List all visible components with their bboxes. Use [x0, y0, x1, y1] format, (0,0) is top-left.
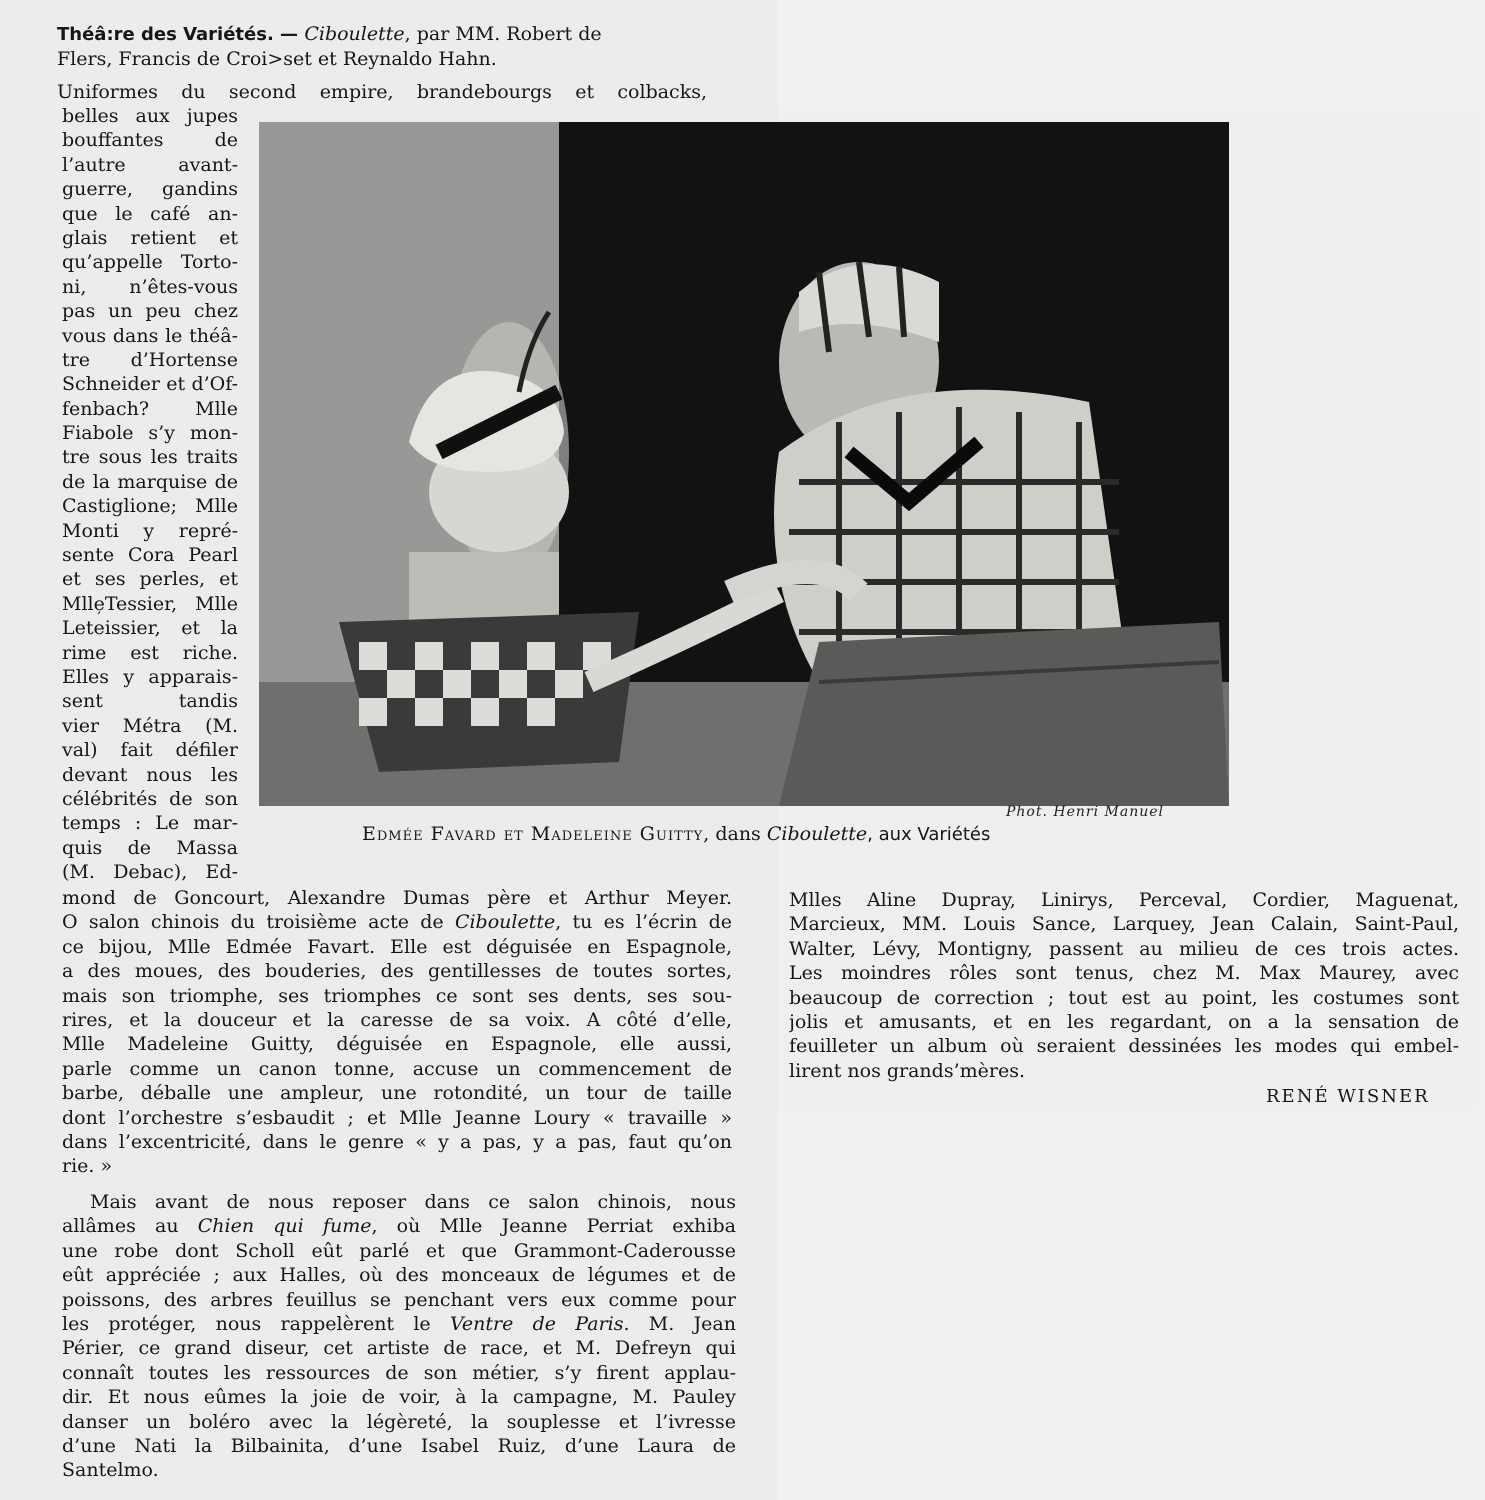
text-line: jolis et amusants, et en les regardant, on a la sensation de	[789, 1010, 1459, 1033]
article-headline	[57, 22, 707, 72]
text-line: rime est riche.	[62, 641, 238, 664]
right-column-text	[789, 888, 1459, 1083]
text-line: tre sous les traits	[62, 446, 238, 469]
text-line: Fiabole s’y mon-	[62, 422, 238, 445]
inline-title-ciboulette: Ciboulette	[454, 911, 556, 934]
text-line: pas un peu chez	[62, 300, 238, 323]
text-line: Mlle̦Tessier, Mlle	[62, 592, 238, 615]
text-line: que le café an-	[62, 202, 238, 225]
caption-mid: , dans	[703, 823, 767, 845]
text-line: Marcieux, MM. Louis Sance, Larquey, Jean Calain, Saint-Paul,	[789, 913, 1459, 936]
text-line: qu’appelle Torto-	[62, 251, 238, 274]
narrow-column	[62, 104, 238, 885]
text-line: de la marquise de	[62, 470, 238, 493]
text-line: tre d’Hortense	[62, 348, 238, 371]
play-title: Ciboulette	[304, 23, 405, 45]
text-line: sent tandis	[62, 690, 238, 713]
text-line: ni, n’êtes-vous	[62, 275, 238, 298]
text-line: Monti y repré-	[62, 519, 238, 542]
text-line: sente Cora Pearl	[62, 544, 238, 567]
inline-title-ventre: Ventre de Paris	[449, 1312, 624, 1335]
caption-end: , aux Variétés	[867, 824, 991, 845]
text-line: vous dans le théâ-	[62, 324, 238, 347]
text-line: célébrités de son	[62, 787, 238, 810]
photo-caption	[362, 823, 990, 845]
paragraph-1: mond de Goncourt, Alexandre Dumas père et Arthur Meyer. O salon chinois du troisième acte de Ciboulette, tu es l’écrin de ce bijou, Mlle Edmée Favart. Elle est déguisée en Espagnole, a des moues, des bouderies, des gentillesses de toutes sortes, mais son triomphe, ses triomphes ce sont ses dents, ses sou- rires, et la douceur et la caresse de sa voix. A côté d’elle, Mlle Madeleine Guitty, déguisée en Espagnole, elle aussi, parle comme un canon tonne, accuse un commencement de barbe, déballe une ampleur, une rotondité, un tour de taille dont l’orchestre s’esbaudit ; et Mlle Jeanne Loury « travaille » dans l’excentricité, dans le genre « y a pas, y a pas, faut qu’on rie. »	[62, 887, 732, 1178]
venue-name: Théâ:re des Variétés. —	[57, 24, 305, 45]
text-line: guerre, gandins	[62, 178, 238, 201]
text-line: Schneider et d’Of-	[62, 373, 238, 396]
text-line: (M. Debac), Ed-	[62, 861, 238, 884]
authors-text: , par MM. Robert de	[404, 23, 602, 45]
text-line: vier Métra (M.	[62, 714, 238, 737]
author-signature: RENÉ WISNER	[1266, 1086, 1430, 1107]
text-line: val) fait défiler	[62, 739, 238, 762]
photo-credit: Phot. Henri Manuel	[1006, 804, 1164, 820]
text-line: Castiglione; Mlle	[62, 495, 238, 518]
caption-title: Ciboulette	[766, 823, 868, 845]
text-line: glais retient et	[62, 226, 238, 249]
text-line: Elles y apparais-	[62, 665, 238, 688]
text-line: temps : Le mar-	[62, 812, 238, 835]
text-line: Mlles Aline Dupray, Linirys, Perceval, Cordier, Maguenat,	[789, 889, 1459, 911]
text-line: Les moindres rôles sont tenus, chez M. Max Maurey, avec	[789, 962, 1459, 985]
paragraph-2: Mais avant de nous reposer dans ce salon chinois, nous allâmes au Chien qui fume, où Mlle Jeanne Perriat exhiba une robe dont Scholl eût parlé et que Grammont-Caderousse eût appréciée ; aux Halles, où des monceaux de légumes et de poissons, des arbres feuillus se penchant vers eux comme pour les protéger, nous rappelèrent le Ventre de Paris. M. Jean Périer, ce grand diseur, cet artiste de race, et M. Defreyn qui connaît toutes les ressources de son métier, s’y firent applau- dir. Et nous eûmes la joie de voir, à la campagne, M. Pauley danser un boléro avec la légèreté, la souplesse et l’ivresse d’une Nati la Bilbainita, d’une Isabel Ruiz, d’une Laura de Santelmo.	[62, 1191, 736, 1482]
text-line: et ses perles, et	[62, 568, 238, 591]
caption-names: Edmée Favard et Madeleine Guitty	[362, 823, 704, 845]
text-line: lirent nos grands’mères.	[789, 1059, 1025, 1082]
text-line: belles aux jupes	[62, 105, 238, 127]
authors-text-2: Flers, Francis de Croi>set et Reynaldo Hahn.	[57, 48, 497, 71]
text-line: quis de Massa	[62, 836, 238, 859]
inline-title-chien: Chien qui fume	[197, 1215, 372, 1238]
text-line: feuilleter un album où seraient dessinées les modes qui embel-	[789, 1035, 1459, 1058]
text-line: fenbach? Mlle	[62, 397, 238, 420]
text-line: Leteissier, et la	[62, 617, 238, 640]
text-line: bouffantes de	[62, 129, 238, 152]
text-line: Walter, Lévy, Montigny, passent au milieu de ces trois actes.	[789, 937, 1459, 960]
text-line: devant nous les	[62, 763, 238, 786]
intro-line: Uniformes du second empire, brandebourgs et colbacks,	[57, 81, 707, 103]
text-line: l’autre avant-	[62, 153, 238, 176]
photo-illustration	[259, 122, 1229, 806]
text-line: beaucoup de correction ; tout est au point, les costumes sont	[789, 986, 1459, 1009]
production-photo	[259, 122, 1229, 806]
